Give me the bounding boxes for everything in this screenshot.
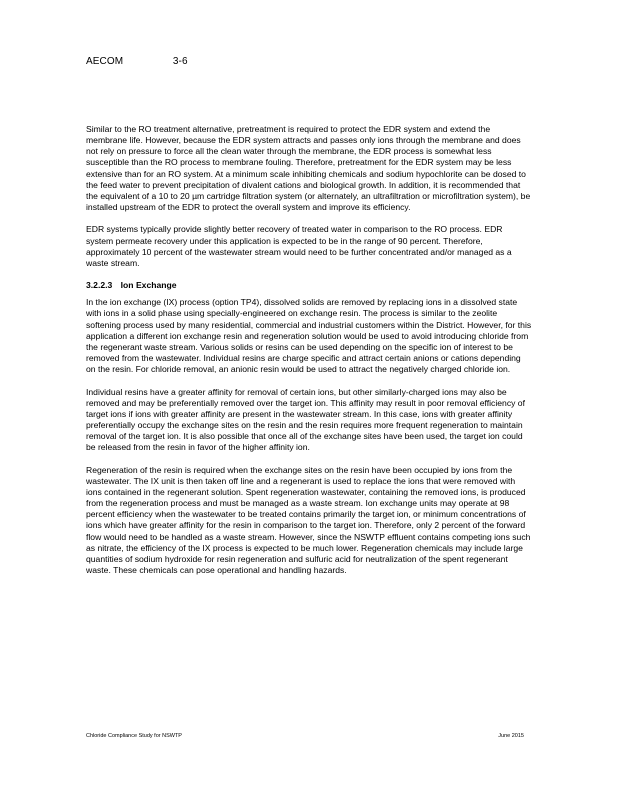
page-number: 3-6 bbox=[172, 56, 188, 67]
body-paragraph: In the ion exchange (IX) process (option TP4), dissolved solids are removed by replacing ions in a dissolved state with ions in a solid phase using specially-engineered on exchange resin. The process is similar to the zeolite softening process used by many residential, commercial and industrial customers within the District. However, for this application a different ion exchange resin and regeneration solution would be used to avoid introducing chloride from the regenerant waste stream. Various solids or resins can be used depending on the specific ion of interest to be removed from the wastewater. Individual resins are charge specific and attract certain anions or cations depending on the resin. For chloride removal, an anionic resin would be used to attract the negatively charged chloride ion. bbox=[86, 297, 532, 375]
body-paragraph: EDR systems typically provide slightly better recovery of treated water in comparison to the RO process. EDR system permeate recovery under this application is expected to be in the range of 90 percent. Therefore, approximately 10 percent of the wastewater stream would need to be further concentrated and/or managed as a waste stream. bbox=[86, 224, 512, 268]
body-paragraph: Regeneration of the resin is required when the exchange sites on the resin have been occupied by ions from the wastewater. The IX unit is then taken off line and a regenerant is used to replace the ions that were removed with ions contained in the regenerant solution. Spent regeneration wastewater, containing the removed ions, is produced from the regeneration process and must be managed as a waste stream. Ion exchange units may operate at 98 percent efficiency when the wastewater to be treated contains primarily the target ion, or minimum concentrations of ions which have greater affinity for the resin in comparison to the target ion. Therefore, only 2 percent of the forward flow would need to be handled as a waste stream. However, since the NSWTP effluent contains competing ions such as nitrate, the efficiency of the IX process is expected to be much lower. Regeneration chemicals may include large quantities of sodium hydroxide for resin regeneration and sulfuric acid for neutralization of the spent regenerant waste. These chemicals can pose operational and handling hazards. bbox=[86, 464, 531, 576]
section-heading bbox=[86, 280, 532, 291]
footer-date: June 2015 bbox=[498, 733, 524, 739]
body-paragraph: Similar to the RO treatment alternative, pretreatment is required to protect the EDR system and extend the membrane life. However, because the EDR system attracts and passes only ions through the membrane and does not rely on pressure to force all the clean water through the membrane, the EDR process is somewhat less susceptible than the RO process to membrane fouling. Therefore, pretreatment for the EDR system may be less extensive than for an RO system. At a minimum scale inhibiting chemicals and sodium hypochlorite can be dosed to the feed water to prevent precipitation of divalent cations and biological growth. In addition, it is recommended that the equivalent of a 10 to 20 µm cartridge filtration system (or alternately, an ultrafiltration or microfiltration system), be installed upstream of the EDR to protect the overall system and improve its efficiency. bbox=[86, 124, 531, 213]
section-number: 3.2.2.3 bbox=[86, 280, 113, 291]
page-header bbox=[86, 56, 188, 67]
footer-document-title: Chloride Compliance Study for NSWTP bbox=[86, 733, 182, 739]
company-name: AECOM bbox=[86, 56, 124, 67]
section-title: Ion Exchange bbox=[120, 280, 177, 291]
page-body bbox=[86, 124, 532, 587]
body-paragraph: Individual resins have a greater affinity for removal of certain ions, but other similarly-charged ions may also be removed and may be preferentially removed over the target ion. This affinity may result in poor removal efficiency of target ions if ions with greater affinity are present in the wastewater stream. In this case, ions with greater affinity preferentially occupy the exchange sites on the resin and the resin requires more frequent regeneration to maintain removal of the target ion. It is also possible that once all of the exchange sites have been used, the target ion could be released from the resin in favor of the higher affinity ion. bbox=[86, 386, 525, 453]
